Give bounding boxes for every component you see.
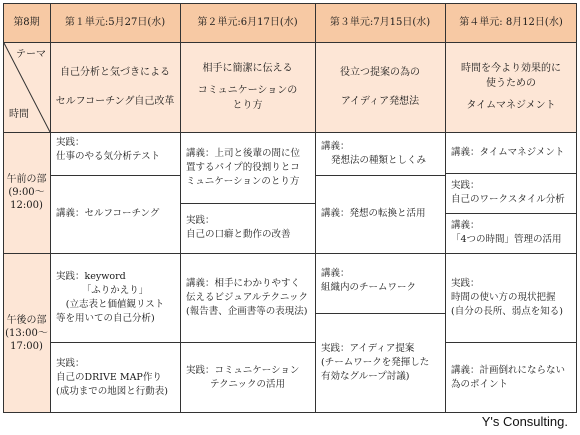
afternoon-u1-cell-2 xyxy=(50,342,180,413)
theme-line: とり方 xyxy=(232,100,263,111)
cell-line: (チームワークを発揮した xyxy=(321,357,430,368)
afternoon-u4-cell-2 xyxy=(445,342,577,413)
theme-line: セルフコーチング自己改革 xyxy=(55,96,175,107)
cell-line: 時間の使い方の現状把握 xyxy=(451,291,556,303)
cell-line: 仕事のやる気分析テスト xyxy=(56,151,161,162)
cell-line: 講義：上司と後輩の間に位 xyxy=(186,147,301,159)
cell-line: 講義：計画倒れにならない xyxy=(451,364,566,376)
cell-line: 為のポイント xyxy=(451,378,509,390)
session-label-line: 午前の部 xyxy=(6,174,47,185)
cell-line: 実践： xyxy=(186,215,215,226)
cell-line: 自己のDRIVE MAP作り xyxy=(56,371,162,383)
cell-line: 発想法の種類としくみ xyxy=(331,154,427,166)
cell-line: (自分の長所、弱点を知る) xyxy=(451,305,563,317)
cell-line: 講義：タイムマネジメント xyxy=(451,146,565,158)
morning-u2-cell-1 xyxy=(180,132,315,203)
company-credit: Y's Consulting. xyxy=(481,414,568,429)
session-label-line: 午後の部 xyxy=(6,314,47,326)
cell-line: 講義： xyxy=(321,140,350,152)
unit-1-theme xyxy=(50,42,180,132)
cell-line: 「ふりかえり」 xyxy=(81,284,149,296)
morning-u2-cell-2 xyxy=(180,203,315,253)
cell-line: 等を用いての自己分析) xyxy=(56,312,155,324)
cell-line: (成功までの地図と行動表) xyxy=(56,385,168,397)
theme-line: 相手に簡潔に伝える xyxy=(202,63,293,74)
afternoon-u1-cell-1 xyxy=(50,253,180,342)
session-label-line: (13:00～ xyxy=(5,327,48,339)
session-label-line: (9:00～ xyxy=(8,187,45,198)
cell-line: 実践：アイディア提案 xyxy=(321,343,415,354)
cell-line: 「4つの時間」管理の活用 xyxy=(451,234,562,245)
afternoon-u4-cell-1 xyxy=(445,253,577,342)
unit-3-header: 第３単元:7月15日(水) xyxy=(315,3,445,42)
cell-line: テクニックの活用 xyxy=(209,378,286,390)
afternoon-u2-cell-1 xyxy=(180,253,315,342)
theme-line: 自己分析と気づきによる xyxy=(60,67,170,78)
session-label-line: 17:00) xyxy=(10,340,43,352)
morning-session-label xyxy=(3,132,50,253)
afternoon-u3-cell-1 xyxy=(315,253,445,313)
theme-line: コミュニケーションの xyxy=(197,85,298,96)
theme-time-corner xyxy=(3,42,50,132)
cell-line: 講義：発想の転換と活用 xyxy=(321,208,426,219)
theme-line: タイムマネジメント xyxy=(466,100,556,111)
morning-u4-cell-3 xyxy=(445,213,577,253)
cell-line: (報告書、企画書等の表現法) xyxy=(186,305,308,317)
cell-line: ミュニケーションのとり方 xyxy=(186,175,300,187)
cell-line: (立志表と価値観リスト xyxy=(65,298,165,310)
cell-line: 組織内のチームワーク xyxy=(321,282,417,293)
session-label-line: 12:00) xyxy=(10,200,43,211)
morning-u1-cell-1 xyxy=(50,132,180,175)
morning-u4-cell-1 xyxy=(445,132,577,173)
unit-4-theme xyxy=(445,42,577,132)
cell-line: 有効なグループ討議) xyxy=(321,371,410,382)
unit-1-header: 第１単元:5月27日(水) xyxy=(50,3,180,42)
theme-label: テーマ xyxy=(16,49,46,60)
cell-line: 置するパイプ的役割りとコ xyxy=(186,161,300,173)
cell-line: 実践： xyxy=(451,180,480,191)
cell-line: 講義：セルフコーチング xyxy=(56,208,160,219)
time-label: 時間 xyxy=(9,109,29,120)
unit-3-theme xyxy=(315,42,445,132)
cell-line: 自己の口癖と動作の改善 xyxy=(186,229,291,240)
morning-u3-cell-1 xyxy=(315,132,445,175)
cell-line: 講義： xyxy=(321,268,350,279)
cell-line: 伝えるビジュアルテクニック xyxy=(186,291,308,303)
morning-u3-cell-2 xyxy=(315,175,445,253)
theme-line: 役立つ提案の為の xyxy=(340,67,420,78)
theme-line: 使うための xyxy=(486,78,536,89)
morning-u4-cell-2 xyxy=(445,173,577,213)
theme-line: 時間を今より効果的に xyxy=(461,63,561,74)
cell-line: 実践： xyxy=(451,277,480,289)
cell-line: 実践：コミュニケーション xyxy=(186,364,300,376)
cell-line: 実践： xyxy=(56,137,85,148)
afternoon-session-label xyxy=(3,253,50,413)
cell-line: 自己のワークスタイル分析 xyxy=(451,194,565,205)
cell-line: 講義： xyxy=(451,220,480,231)
theme-line: アイディア発想法 xyxy=(340,96,420,107)
unit-4-header: 第４単元: 8月12日(水) xyxy=(445,3,577,42)
morning-u1-cell-2 xyxy=(50,175,180,253)
afternoon-u3-cell-2 xyxy=(315,313,445,413)
unit-2-header: 第２単元:6月17日(水) xyxy=(180,3,315,42)
term-label: 第8期 xyxy=(3,3,50,42)
afternoon-u2-cell-2 xyxy=(180,342,315,413)
cell-line: 実践： xyxy=(56,357,85,369)
cell-line: 実践：keyword xyxy=(56,270,126,282)
cell-line: 講義：相手にわかりやすく xyxy=(186,277,301,289)
unit-2-theme xyxy=(180,42,315,132)
